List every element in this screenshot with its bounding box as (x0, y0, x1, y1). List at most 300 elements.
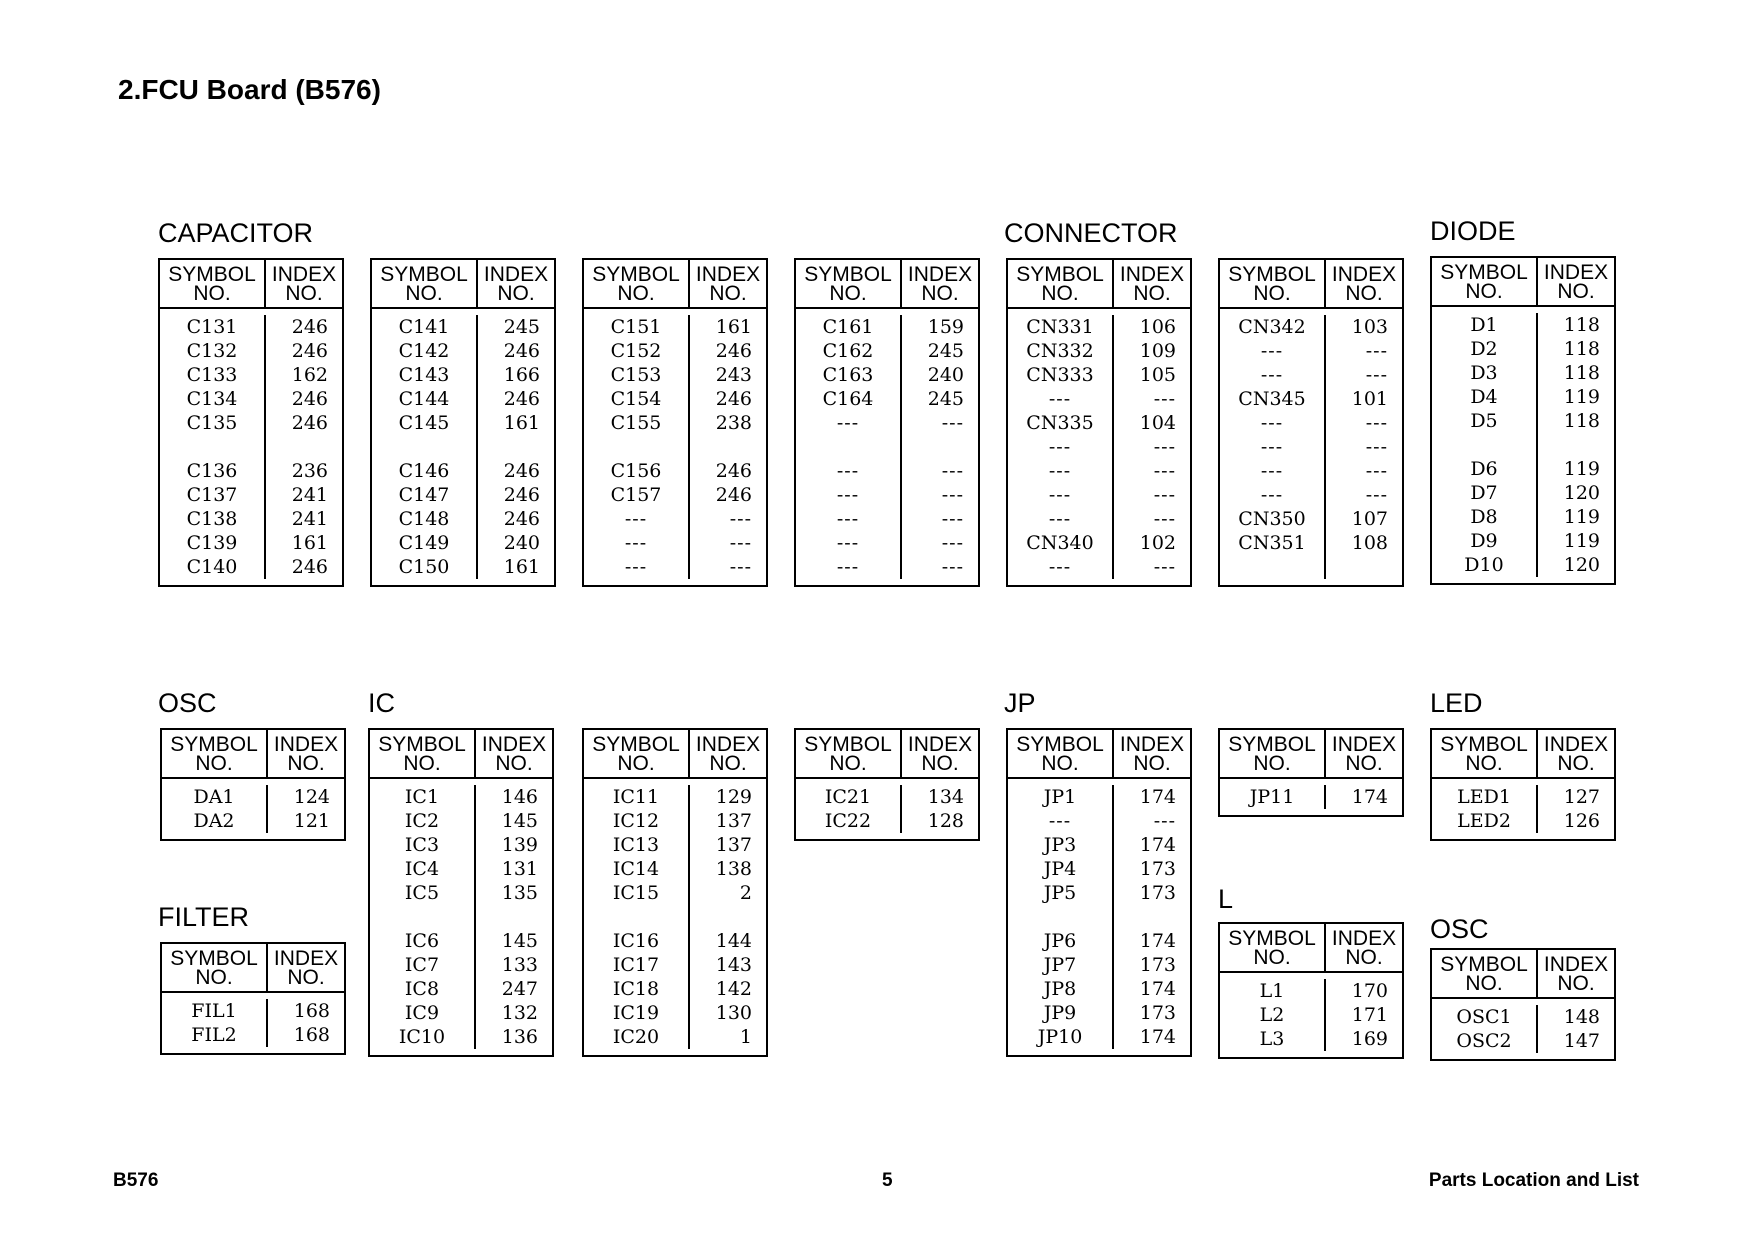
symbol-cell: IC14 (612, 858, 660, 880)
symbol-cell: IC5 (404, 882, 440, 904)
symbol-column (1220, 315, 1326, 579)
symbol-cell: IC10 (398, 1026, 446, 1048)
index-cell: 238 (715, 412, 752, 434)
symbol-cell: --- (836, 460, 860, 482)
parts-table (1218, 258, 1404, 587)
symbol-no-header-line1: SYMBOL (592, 262, 680, 286)
symbol-cell: C136 (186, 460, 238, 482)
symbol-cell: C149 (398, 532, 450, 554)
index-cell: 174 (1139, 930, 1176, 952)
index-no-header-line1: INDEX (483, 262, 549, 286)
parts-table (1430, 948, 1616, 1061)
symbol-no-header-line1: SYMBOL (1016, 732, 1104, 756)
index-column (268, 999, 344, 1047)
symbol-cell: C139 (186, 532, 238, 554)
index-cell: 173 (1139, 858, 1176, 880)
row-spacer (690, 905, 766, 929)
index-no-header-line1: INDEX (1119, 732, 1185, 756)
index-cell: --- (729, 532, 752, 554)
symbol-cell: C152 (610, 340, 662, 362)
index-cell: 121 (293, 810, 330, 832)
symbol-cell: CN333 (1026, 364, 1094, 386)
index-column (1326, 979, 1402, 1051)
symbol-cell: --- (1048, 436, 1072, 458)
symbol-cell: IC6 (404, 930, 440, 952)
table-body (1220, 973, 1402, 1057)
footer-section-title: Parts Location and List (1428, 1170, 1639, 1191)
symbol-cell: --- (1048, 556, 1072, 578)
index-cell: 1 (739, 1026, 752, 1048)
index-no-header-line2: NO. (921, 281, 959, 305)
table-body (372, 309, 554, 585)
symbol-cell: --- (1260, 340, 1284, 362)
index-cell: 137 (715, 834, 752, 856)
index-no-header (1326, 730, 1402, 777)
index-cell: 168 (293, 1024, 330, 1046)
symbol-no-header-line2: NO. (1465, 971, 1503, 995)
symbol-no-header-line2: NO. (1465, 279, 1503, 303)
table-body (162, 993, 344, 1053)
symbol-column (370, 785, 476, 1049)
symbol-cell: --- (1260, 436, 1284, 458)
symbol-cell: --- (1260, 412, 1284, 434)
index-no-header (1114, 260, 1190, 307)
symbol-column (584, 315, 690, 579)
symbol-no-header-line1: SYMBOL (1228, 926, 1316, 950)
symbol-cell: C151 (610, 316, 662, 338)
section-label-ic: IC (368, 688, 395, 718)
parts-table (1218, 728, 1404, 817)
index-cell: 161 (291, 532, 328, 554)
index-cell: 105 (1139, 364, 1176, 386)
symbol-no-header (162, 730, 268, 777)
symbol-cell: IC4 (404, 858, 440, 880)
index-cell: 246 (291, 316, 328, 338)
row-spacer (1114, 905, 1190, 929)
symbol-cell: C140 (186, 556, 238, 578)
symbol-cell: D6 (1470, 458, 1498, 480)
symbol-cell: IC8 (404, 978, 440, 1000)
symbol-cell: --- (836, 532, 860, 554)
parts-table (1006, 728, 1192, 1057)
index-cell: 135 (501, 882, 538, 904)
symbol-cell: D9 (1470, 530, 1498, 552)
index-cell: 101 (1351, 388, 1388, 410)
index-no-header-line1: INDEX (695, 732, 761, 756)
index-column (266, 315, 342, 579)
index-cell: 246 (291, 388, 328, 410)
symbol-no-header-line1: SYMBOL (1440, 732, 1528, 756)
section-label-led: LED (1430, 688, 1483, 718)
symbol-cell: C148 (398, 508, 450, 530)
index-no-header-line1: INDEX (273, 946, 339, 970)
index-cell: 240 (503, 532, 540, 554)
index-no-header-line1: INDEX (1331, 926, 1397, 950)
index-cell: --- (941, 460, 964, 482)
index-no-header-line2: NO. (287, 965, 325, 989)
index-cell (1326, 555, 1402, 579)
symbol-cell: C143 (398, 364, 450, 386)
symbol-cell: CN332 (1026, 340, 1094, 362)
symbol-no-header (1008, 260, 1114, 307)
symbol-cell: --- (1048, 460, 1072, 482)
table-header (162, 944, 344, 993)
symbol-no-header (160, 260, 266, 307)
section-label-osc-2: OSC (1430, 914, 1489, 944)
symbol-cell: D5 (1470, 410, 1498, 432)
symbol-no-header-line2: NO. (829, 751, 867, 775)
symbol-cell: C153 (610, 364, 662, 386)
symbol-cell: L2 (1259, 1004, 1285, 1026)
symbol-no-header-line1: SYMBOL (170, 732, 258, 756)
symbol-cell: C142 (398, 340, 450, 362)
index-cell: 148 (1563, 1006, 1600, 1028)
symbol-cell: D1 (1470, 314, 1498, 336)
index-cell: 241 (291, 508, 328, 530)
footer-model: B576 (113, 1170, 159, 1191)
symbol-no-header-line1: SYMBOL (592, 732, 680, 756)
index-cell: 241 (291, 484, 328, 506)
table-header (1220, 260, 1402, 309)
index-cell: 147 (1563, 1030, 1600, 1052)
index-cell: 173 (1139, 1002, 1176, 1024)
index-column (902, 315, 978, 579)
index-cell: 2 (739, 882, 752, 904)
index-cell: 245 (927, 388, 964, 410)
symbol-cell: C141 (398, 316, 450, 338)
index-cell: 144 (715, 930, 752, 952)
index-cell: --- (1153, 388, 1176, 410)
index-cell: 173 (1139, 882, 1176, 904)
parts-table (1430, 728, 1616, 841)
index-cell: --- (1365, 484, 1388, 506)
index-cell: 146 (501, 786, 538, 808)
index-cell: 119 (1563, 506, 1600, 528)
index-no-header-line2: NO. (1133, 281, 1171, 305)
index-cell: 162 (291, 364, 328, 386)
symbol-cell: C145 (398, 412, 450, 434)
index-no-header-line2: NO. (1557, 751, 1595, 775)
symbol-cell: L3 (1259, 1028, 1285, 1050)
parts-table (160, 942, 346, 1055)
index-no-header-line1: INDEX (1119, 262, 1185, 286)
symbol-cell: C134 (186, 388, 238, 410)
symbol-cell: IC1 (404, 786, 440, 808)
index-no-header-line1: INDEX (1543, 732, 1609, 756)
symbol-no-header (1220, 924, 1326, 971)
symbol-no-header-line2: NO. (195, 965, 233, 989)
symbol-cell: D3 (1470, 362, 1498, 384)
symbol-cell: CN340 (1026, 532, 1094, 554)
row-spacer (476, 905, 552, 929)
symbol-cell: --- (836, 484, 860, 506)
symbol-column (584, 785, 690, 1049)
symbol-no-header-line1: SYMBOL (804, 262, 892, 286)
index-cell: 103 (1351, 316, 1388, 338)
index-cell: 127 (1563, 786, 1600, 808)
index-no-header-line1: INDEX (273, 732, 339, 756)
symbol-cell: JP10 (1037, 1026, 1083, 1048)
index-column (1114, 785, 1190, 1049)
symbol-cell: IC3 (404, 834, 440, 856)
symbol-cell: D8 (1470, 506, 1498, 528)
index-no-header-line1: INDEX (1331, 262, 1397, 286)
symbol-column (1220, 979, 1326, 1051)
symbol-no-header-line1: SYMBOL (380, 262, 468, 286)
section-label-connector: CONNECTOR (1004, 218, 1178, 248)
parts-table (582, 728, 768, 1057)
symbol-no-header-line2: NO. (617, 281, 655, 305)
table-body (584, 779, 766, 1055)
parts-table (794, 258, 980, 587)
table-body (370, 779, 552, 1055)
symbol-no-header-line1: SYMBOL (1228, 732, 1316, 756)
parts-table (1430, 256, 1616, 585)
index-cell: 134 (927, 786, 964, 808)
symbol-cell: IC20 (612, 1026, 660, 1048)
table-body (160, 309, 342, 585)
index-no-header-line2: NO. (921, 751, 959, 775)
index-cell: 124 (293, 786, 330, 808)
symbol-cell: C133 (186, 364, 238, 386)
row-spacer (902, 435, 978, 459)
symbol-cell: IC17 (612, 954, 660, 976)
table-body (1008, 309, 1190, 585)
symbol-no-header-line2: NO. (617, 751, 655, 775)
symbol-column (162, 785, 268, 833)
parts-table (1218, 922, 1404, 1059)
symbol-no-header-line2: NO. (405, 281, 443, 305)
index-no-header (476, 730, 552, 777)
symbol-cell: CN350 (1238, 508, 1306, 530)
table-body (796, 779, 978, 839)
symbol-no-header-line2: NO. (1465, 751, 1503, 775)
table-body (796, 309, 978, 585)
symbol-no-header (1220, 260, 1326, 307)
index-column (690, 785, 766, 1049)
section-label-diode: DIODE (1430, 216, 1516, 246)
index-cell: --- (941, 556, 964, 578)
symbol-cell: --- (836, 508, 860, 530)
symbol-cell: C162 (822, 340, 874, 362)
index-cell: --- (1365, 364, 1388, 386)
symbol-cell: C132 (186, 340, 238, 362)
symbol-cell: OSC1 (1456, 1006, 1512, 1028)
symbol-cell: IC18 (612, 978, 660, 1000)
symbol-column (1432, 785, 1538, 833)
index-cell: --- (1153, 460, 1176, 482)
table-body (1008, 779, 1190, 1055)
symbol-cell: --- (1260, 484, 1284, 506)
row-spacer (690, 435, 766, 459)
index-no-header (268, 730, 344, 777)
symbol-cell: --- (1260, 460, 1284, 482)
index-cell: 246 (715, 460, 752, 482)
index-cell: 138 (715, 858, 752, 880)
symbol-cell: IC9 (404, 1002, 440, 1024)
index-cell: 247 (501, 978, 538, 1000)
symbol-cell: JP3 (1043, 834, 1077, 856)
index-no-header-line2: NO. (1345, 281, 1383, 305)
symbol-cell: IC7 (404, 954, 440, 976)
table-header (1220, 730, 1402, 779)
symbol-cell: --- (1048, 484, 1072, 506)
table-header (1220, 924, 1402, 973)
table-header (370, 730, 552, 779)
symbol-no-header (370, 730, 476, 777)
symbol-cell (1220, 555, 1324, 579)
index-column (1326, 315, 1402, 579)
symbol-cell: --- (836, 412, 860, 434)
index-cell: 170 (1351, 980, 1388, 1002)
index-cell: --- (729, 556, 752, 578)
symbol-no-header (584, 730, 690, 777)
symbol-cell: LED2 (1457, 810, 1511, 832)
symbol-no-header-line2: NO. (195, 751, 233, 775)
symbol-no-header-line1: SYMBOL (1016, 262, 1104, 286)
index-no-header-line2: NO. (495, 751, 533, 775)
index-no-header (266, 260, 342, 307)
index-no-header-line2: NO. (285, 281, 323, 305)
index-no-header (902, 260, 978, 307)
symbol-no-header-line1: SYMBOL (1440, 952, 1528, 976)
index-cell: 131 (501, 858, 538, 880)
index-cell: --- (1153, 484, 1176, 506)
symbol-cell: IC21 (824, 786, 872, 808)
symbol-cell: IC15 (612, 882, 660, 904)
index-cell: 130 (715, 1002, 752, 1024)
symbol-cell: JP7 (1043, 954, 1077, 976)
table-header (162, 730, 344, 779)
index-cell: 240 (927, 364, 964, 386)
symbol-no-header (372, 260, 478, 307)
index-cell: --- (1153, 436, 1176, 458)
row-spacer (370, 905, 474, 929)
index-cell: 174 (1139, 978, 1176, 1000)
index-cell: 246 (715, 388, 752, 410)
parts-table (368, 728, 554, 1057)
index-no-header-line1: INDEX (271, 262, 337, 286)
index-cell: 128 (927, 810, 964, 832)
symbol-cell: C144 (398, 388, 450, 410)
index-cell: 161 (503, 412, 540, 434)
index-cell: 174 (1139, 786, 1176, 808)
index-no-header-line1: INDEX (907, 732, 973, 756)
index-cell: 159 (927, 316, 964, 338)
section-label-filter: FILTER (158, 902, 250, 932)
index-cell: --- (729, 508, 752, 530)
symbol-no-header (796, 730, 902, 777)
symbol-cell: DA2 (193, 810, 235, 832)
section-label-capacitor: CAPACITOR (158, 218, 314, 248)
index-no-header-line2: NO. (709, 281, 747, 305)
index-no-header-line1: INDEX (1331, 732, 1397, 756)
symbol-cell: C147 (398, 484, 450, 506)
symbol-no-header-line1: SYMBOL (1228, 262, 1316, 286)
index-cell: 169 (1351, 1028, 1388, 1050)
index-no-header-line1: INDEX (907, 262, 973, 286)
index-cell: 246 (291, 340, 328, 362)
index-cell: --- (1365, 460, 1388, 482)
symbol-cell: C135 (186, 412, 238, 434)
table-header (796, 730, 978, 779)
table-body (1220, 309, 1402, 585)
index-column (1538, 785, 1614, 833)
parts-table (794, 728, 980, 841)
symbol-no-header-line2: NO. (193, 281, 231, 305)
index-cell: 246 (291, 556, 328, 578)
index-cell: 120 (1563, 482, 1600, 504)
index-no-header-line2: NO. (287, 751, 325, 775)
row-spacer (160, 435, 264, 459)
symbol-no-header (1008, 730, 1114, 777)
table-header (1432, 950, 1614, 999)
index-cell: 174 (1139, 834, 1176, 856)
index-no-header (1114, 730, 1190, 777)
symbol-column (1008, 785, 1114, 1049)
symbol-column (160, 315, 266, 579)
table-header (1008, 260, 1190, 309)
symbol-no-header-line2: NO. (1041, 751, 1079, 775)
index-column (268, 785, 344, 833)
index-no-header-line1: INDEX (1543, 260, 1609, 284)
index-cell: 161 (715, 316, 752, 338)
symbol-cell: --- (624, 532, 648, 554)
symbol-cell: C155 (610, 412, 662, 434)
symbol-cell: JP5 (1043, 882, 1077, 904)
row-spacer (372, 435, 476, 459)
index-no-header-line1: INDEX (1543, 952, 1609, 976)
symbol-cell: C138 (186, 508, 238, 530)
index-cell: 108 (1351, 532, 1388, 554)
index-cell: 119 (1563, 386, 1600, 408)
symbol-cell: JP8 (1043, 978, 1077, 1000)
index-no-header (1538, 950, 1614, 997)
symbol-cell: C161 (822, 316, 874, 338)
index-cell: --- (941, 508, 964, 530)
symbol-cell: CN345 (1238, 388, 1306, 410)
symbol-cell: IC22 (824, 810, 872, 832)
index-cell: 106 (1139, 316, 1176, 338)
index-no-header-line2: NO. (1345, 945, 1383, 969)
symbol-cell: JP11 (1249, 786, 1295, 808)
index-cell: 246 (503, 508, 540, 530)
index-cell: 109 (1139, 340, 1176, 362)
parts-table (370, 258, 556, 587)
symbol-cell: IC2 (404, 810, 440, 832)
symbol-column (1432, 313, 1538, 577)
symbol-no-header-line2: NO. (1253, 751, 1291, 775)
symbol-cell: D4 (1470, 386, 1498, 408)
symbol-cell: D10 (1464, 554, 1504, 576)
index-cell: --- (941, 484, 964, 506)
index-no-header (1538, 730, 1614, 777)
table-body (1432, 999, 1614, 1059)
symbol-cell: --- (1048, 388, 1072, 410)
symbol-cell: C163 (822, 364, 874, 386)
symbol-cell: DA1 (193, 786, 235, 808)
index-cell: --- (941, 532, 964, 554)
index-no-header-line2: NO. (497, 281, 535, 305)
index-cell: 118 (1563, 362, 1600, 384)
symbol-no-header-line1: SYMBOL (170, 946, 258, 970)
index-no-header (902, 730, 978, 777)
table-body (584, 309, 766, 585)
index-no-header-line2: NO. (709, 751, 747, 775)
index-no-header-line1: INDEX (481, 732, 547, 756)
index-cell: --- (1365, 340, 1388, 362)
index-no-header (1326, 260, 1402, 307)
